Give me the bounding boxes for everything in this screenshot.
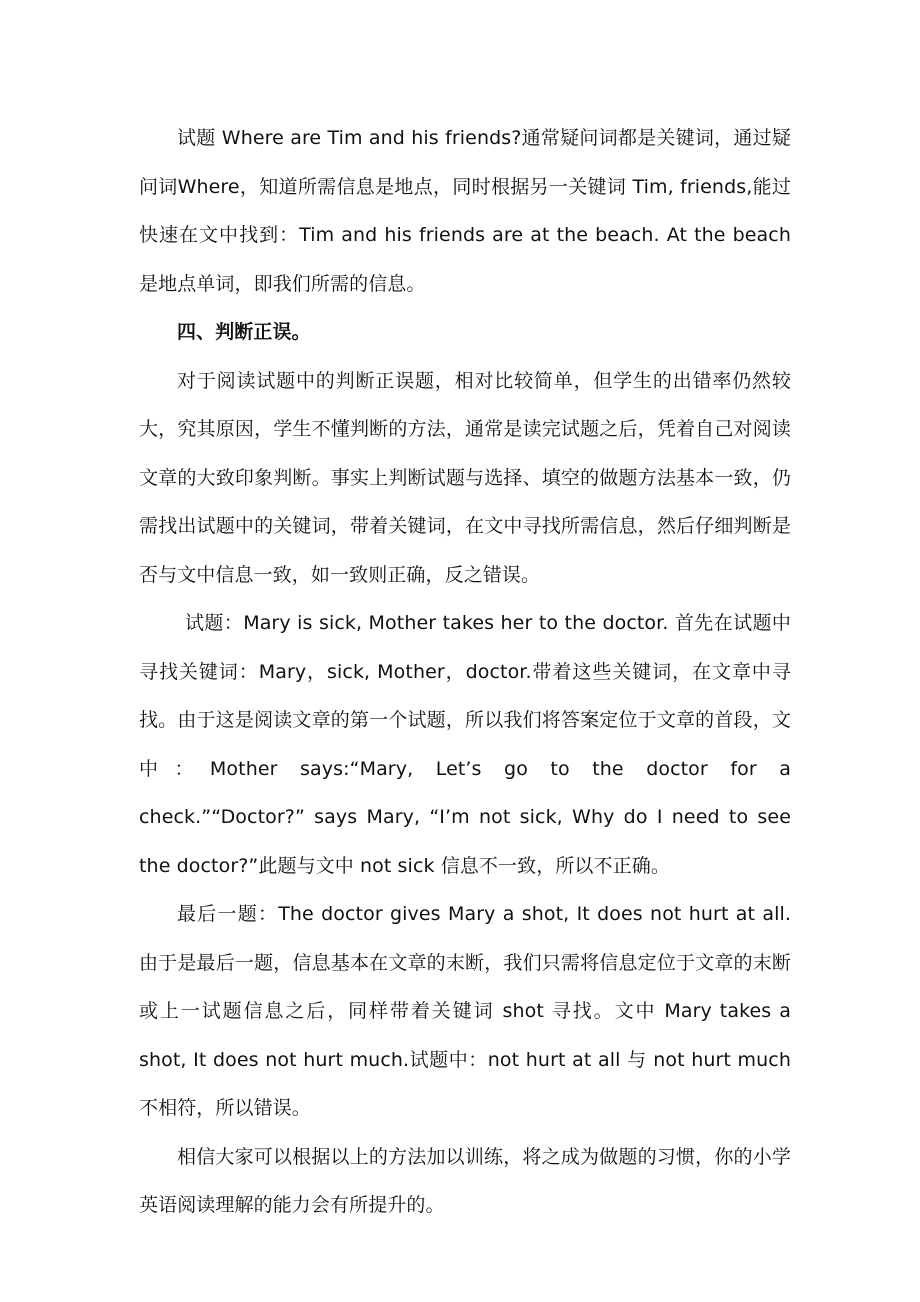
section-heading-true-false: 四、判断正误。: [177, 321, 311, 343]
paragraph-where-question: 试题 Where are Tim and his friends?通常疑问词都是关键词，通过疑问词Where，知道所需信息是地点，同时根据另一关键词 Tim, friends,能过快速在文中找到：Tim and his friends are at the beach. At the beach 是地点单词，即我们所需的信息。: [139, 127, 791, 295]
paragraph-mary-sick-example: 试题：Mary is sick, Mother takes her to the doctor. 首先在试题中寻找关键词：Mary，sick, Mother，doctor.带着这些关键词，在文章中寻找。由于这是阅读文章的第一个试题，所以我们将答案定位于文章的首段，文中：Mother says:“Mary, Let’s go to the doctor for a check.”“Doctor?” says Mary, “I’m not sick, Why do I need to see the doctor?”此题与文中 not sick 信息不一致，所以不正确。: [139, 612, 791, 877]
paragraph-last-question-example: 最后一题：The doctor gives Mary a shot, It does not hurt at all.由于是最后一题，信息基本在文章的末断，我们只需将信息定位于文章的末断或上一试题信息之后，同样带着关键词 shot 寻找。文中 Mary takes a shot, It does not hurt much.试题中：not hurt at all 与 not hurt much 不相符，所以错误。: [139, 903, 791, 1119]
paragraph-true-false-intro: 对于阅读试题中的判断正误题，相对比较简单，但学生的出错率仍然较大，究其原因，学生不懂判断的方法，通常是读完试题之后，凭着自己对阅读文章的大致印象判断。事实上判断试题与选择、填空的做题方法基本一致，仍需找出试题中的关键词，带着关键词，在文中寻找所需信息，然后仔细判断是否与文中信息一致，如一致则正确，反之错误。: [139, 369, 791, 586]
document-body: [139, 114, 791, 1230]
paragraph-conclusion: 相信大家可以根据以上的方法加以训练，将之成为做题的习惯，你的小学英语阅读理解的能力会有所提升的。: [139, 1145, 791, 1216]
